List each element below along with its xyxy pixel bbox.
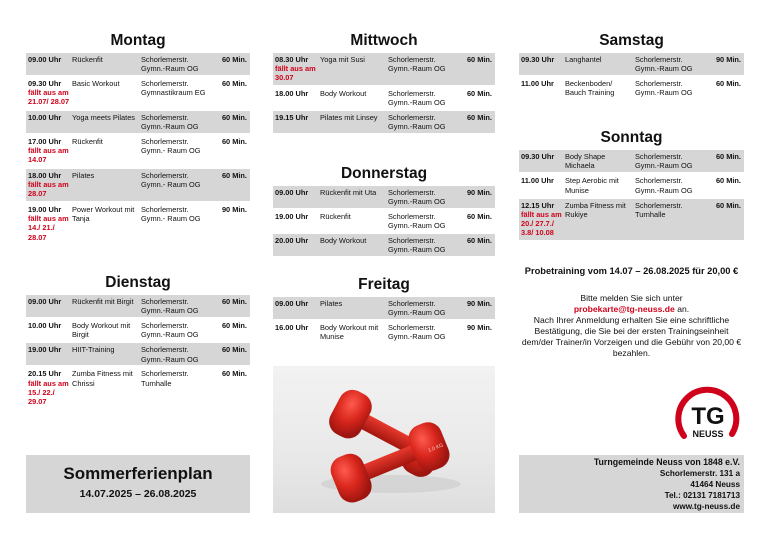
row-location-room: Gymn.-Raum OG <box>388 308 446 318</box>
row-time: 11.00 Uhr <box>521 176 554 186</box>
club-street: Schorlemerstr. 131 a <box>659 469 740 478</box>
schedule-freitag <box>273 297 495 343</box>
row-location-street: Schorlemerstr. <box>141 171 189 180</box>
row-location <box>141 297 221 315</box>
row-location-room: Gymn.-Raum OG <box>141 354 199 364</box>
schedule-donnerstag <box>273 186 495 256</box>
tg-neuss-logo <box>672 384 742 450</box>
trial-email-link[interactable]: probekarte@tg-neuss.de <box>573 304 675 314</box>
row-location-street: Schorlemerstr. <box>635 55 683 64</box>
row-location-room: Gymn.- Raum OG <box>141 214 201 224</box>
row-time-cell <box>275 113 317 122</box>
row-location-room: Gymn.-Raum OG <box>141 306 199 316</box>
row-location <box>141 137 221 155</box>
row-duration: 60 Min. <box>221 321 247 330</box>
row-course: Power Workout mit Tanja <box>72 205 135 224</box>
row-course: Body Workout mit Birgit <box>72 321 131 340</box>
schedule-row <box>26 135 250 167</box>
schedule-row <box>273 186 495 208</box>
row-location-room: Gymn.-Raum OG <box>635 161 693 171</box>
row-time: 18.00 Uhr <box>28 171 62 180</box>
day-title-montag: Montag <box>110 32 166 49</box>
row-location-room: Gymn.- Raum OG <box>141 180 201 190</box>
row-duration: 60 Min. <box>466 89 492 98</box>
dumbbell-weight-label: 1.0 KG <box>427 442 445 454</box>
summer-plan-title: Sommerferienplan <box>63 464 213 483</box>
schedule-row <box>519 77 744 99</box>
row-location <box>635 152 715 170</box>
row-duration: 60 Min. <box>221 171 247 180</box>
row-location-street: Schorlemerstr. <box>635 200 683 210</box>
row-location-room: Gymn.- Raum OG <box>141 146 201 156</box>
summer-plan-box <box>26 455 250 513</box>
schedule-row <box>519 174 744 196</box>
row-course: Rückenfit <box>72 137 103 146</box>
row-location-room: Gymn.-Raum OG <box>141 122 199 132</box>
row-time: 09.00 Uhr <box>275 299 309 308</box>
row-course: Basic Workout <box>72 79 120 88</box>
row-location-street: Schorlemerstr. <box>141 79 189 88</box>
row-location-street: Schorlemerstr. <box>388 236 436 245</box>
row-time: 09.30 Uhr <box>28 79 62 88</box>
row-location-street: Schorlemerstr. <box>141 321 189 330</box>
row-location-street: Schorlemerstr. <box>141 205 189 214</box>
row-time: 18.00 Uhr <box>275 89 309 98</box>
row-location-room: Gymn.-Raum OG <box>141 330 199 340</box>
row-time: 08.30 Uhr <box>275 55 309 64</box>
schedule-row <box>519 199 744 240</box>
row-time: 09.00 Uhr <box>28 55 62 64</box>
row-cancel-note: fällt aus am 30.07 <box>275 64 316 83</box>
row-time-cell <box>275 323 317 332</box>
schedule-row <box>26 53 250 75</box>
schedule-row <box>273 210 495 232</box>
row-time-cell <box>28 79 70 107</box>
row-course: Zumba Fitness mit Rukiye <box>565 200 626 220</box>
row-time: 09.00 Uhr <box>275 188 309 197</box>
row-duration: 90 Min. <box>221 205 247 214</box>
row-location-street: Schorlemerstr. <box>388 299 436 308</box>
row-course: Rückenfit mit Uta <box>320 188 377 197</box>
row-location-room: Gymn.-Raum OG <box>635 185 693 195</box>
row-course: Pilates <box>320 299 343 308</box>
row-duration: 60 Min. <box>221 345 247 355</box>
logo-tg-text: TG <box>691 403 725 430</box>
row-time-cell <box>28 205 70 242</box>
row-time: 19.00 Uhr <box>275 212 309 221</box>
row-time-cell <box>275 89 317 98</box>
row-time: 19.15 Uhr <box>275 113 309 122</box>
row-time-cell <box>275 55 317 83</box>
club-contact-box <box>519 455 744 513</box>
row-location <box>388 89 468 107</box>
row-course: Body Shape Michaela <box>565 152 606 171</box>
schedule-dienstag <box>26 295 250 408</box>
row-location <box>141 171 221 189</box>
day-title-freitag: Freitag <box>358 276 410 293</box>
row-course: Langhantel <box>565 55 602 64</box>
row-cancel-note: fällt aus am 15./ 22./ 29.07 <box>28 378 69 407</box>
row-time: 11.00 Uhr <box>521 79 554 88</box>
day-title-mittwoch: Mittwoch <box>350 32 418 49</box>
row-duration: 60 Min. <box>221 137 247 146</box>
schedule-row <box>26 111 250 133</box>
schedule-samstag <box>519 53 744 99</box>
row-location-street: Schorlemerstr. <box>635 152 683 161</box>
row-duration: 60 Min. <box>221 297 247 306</box>
row-time-cell <box>275 299 317 308</box>
row-location-room: Gymn.-Raum OG <box>388 221 446 231</box>
row-course: Body Workout mit Munise <box>320 323 379 342</box>
row-time-cell <box>521 152 563 161</box>
row-location-room: Gymn.-Raum OG <box>635 88 693 98</box>
row-location-room: Gymn.-Raum OG <box>388 332 446 342</box>
row-time-cell <box>521 176 563 185</box>
club-phone: Tel.: 02131 7181713 <box>664 491 740 500</box>
trial-training-title: Probetraining vom 14.07 – 26.08.2025 für 20,00 € <box>524 266 739 276</box>
row-cancel-note: fällt aus am 21.07/ 28.07 <box>28 88 70 107</box>
row-course: Body Workout <box>320 236 367 245</box>
schedule-row <box>26 295 250 317</box>
row-time: 10.00 Uhr <box>28 321 62 330</box>
row-location-room: Gymn.-Raum OG <box>388 122 446 132</box>
row-location <box>388 188 468 206</box>
row-duration: 60 Min. <box>221 79 247 88</box>
row-location <box>388 212 468 230</box>
schedule-row <box>273 321 495 343</box>
row-location <box>635 201 715 219</box>
trial-training-intro: Bitte melden Sie sich unter <box>580 293 683 303</box>
schedule-row <box>26 367 250 408</box>
row-duration: 60 Min. <box>715 79 741 88</box>
row-course: Body Workout <box>320 89 367 98</box>
row-cancel-note: fällt aus am 14.07 <box>28 146 69 165</box>
row-time: 19.00 Uhr <box>28 345 62 355</box>
row-duration: 60 Min. <box>466 55 492 64</box>
row-location <box>141 55 221 73</box>
schedule-row <box>273 87 495 109</box>
schedule-row <box>519 150 744 172</box>
row-location <box>635 176 715 194</box>
row-location-room: Turnhalle <box>635 210 666 220</box>
row-time: 10.00 Uhr <box>28 113 62 122</box>
row-time-cell <box>521 79 563 88</box>
row-duration: 90 Min. <box>715 55 741 64</box>
trial-training-details: Nach Ihrer Anmeldung erhalten Sie eine schriftliche Bestätigung, die Sie bei der ersten Trainingseinheit dem/der Trainer/in Vorzeigen und die Gebühr von 20,00 € bezahlen. <box>521 315 742 358</box>
trial-training-section <box>519 265 744 359</box>
schedule-sonntag <box>519 150 744 240</box>
row-duration: 60 Min. <box>221 55 247 64</box>
row-duration: 90 Min. <box>466 299 492 308</box>
row-time-cell <box>28 113 70 122</box>
row-location-street: Schorlemerstr. <box>141 297 189 306</box>
schedule-row <box>273 297 495 319</box>
club-website-link[interactable]: www.tg-neuss.de <box>672 502 740 511</box>
row-course: Rückenfit <box>320 212 351 221</box>
row-location-room: Gymn.-Raum OG <box>388 64 446 74</box>
row-cancel-note: fällt aus am 20./ 27.7./ 3.8/ 10.08 <box>521 210 562 238</box>
row-cancel-note: fällt aus am 28.07 <box>28 180 69 199</box>
row-location <box>388 299 468 317</box>
day-title-dienstag: Dienstag <box>105 274 171 291</box>
row-time-cell <box>28 171 70 199</box>
summer-plan-dates: 14.07.2025 – 26.08.2025 <box>79 488 197 500</box>
row-time-cell <box>275 236 317 245</box>
row-location-street: Schorlemerstr. <box>388 55 436 64</box>
row-time: 09.30 Uhr <box>521 152 555 161</box>
row-time-cell <box>275 212 317 221</box>
trial-training-text <box>519 293 744 359</box>
trial-training-an: an. <box>674 304 690 314</box>
row-location-street: Schorlemerstr. <box>141 113 189 122</box>
row-time: 09.30 Uhr <box>521 55 555 64</box>
row-time: 09.00 Uhr <box>28 297 62 306</box>
row-course: Rückenfit mit Birgit <box>72 297 134 306</box>
row-course: Step Aerobic mit Munise <box>565 176 619 195</box>
row-location-room: Gymn.-Raum OG <box>388 98 446 108</box>
schedule-row <box>26 169 250 201</box>
row-location-room: Gymn.-Raum OG <box>635 64 693 74</box>
row-location-room: Gymnastikraum EG <box>141 88 206 98</box>
tg-logo-icon <box>672 384 742 450</box>
row-time: 20.15 Uhr <box>28 369 62 379</box>
row-duration: 60 Min. <box>715 200 741 210</box>
row-duration: 90 Min. <box>466 188 492 197</box>
schedule-mittwoch <box>273 53 495 133</box>
row-time-cell <box>28 55 70 64</box>
row-location <box>388 55 468 73</box>
schedule-row <box>273 234 495 256</box>
row-course: Yoga mit Susi <box>320 55 365 64</box>
schedule-row <box>26 203 250 244</box>
row-location <box>141 113 221 131</box>
row-location <box>141 345 221 363</box>
row-course: Beckenboden/ Bauch Training <box>565 79 615 98</box>
row-location-street: Schorlemerstr. <box>388 188 436 197</box>
row-duration: 90 Min. <box>466 323 492 332</box>
row-course: Rückenfit <box>72 55 103 64</box>
row-location <box>141 205 221 223</box>
row-location-street: Schorlemerstr. <box>141 55 189 64</box>
row-location <box>388 236 468 254</box>
club-city: 41464 Neuss <box>690 480 740 489</box>
club-name: Turngemeinde Neuss von 1848 e.V. <box>593 457 740 467</box>
row-time: 17.00 Uhr <box>28 137 62 146</box>
row-time-cell <box>28 321 70 330</box>
row-location-room: Gymn.-Raum OG <box>388 197 446 207</box>
day-title-donnerstag: Donnerstag <box>340 165 428 182</box>
row-location-street: Schorlemerstr. <box>141 369 189 379</box>
row-location-street: Schorlemerstr. <box>388 212 436 221</box>
row-time: 19.00 Uhr <box>28 205 62 214</box>
row-location <box>141 321 221 339</box>
day-title-samstag: Samstag <box>599 32 664 49</box>
row-time-cell <box>28 297 70 306</box>
row-duration: 60 Min. <box>221 113 247 122</box>
row-time-cell <box>28 345 70 354</box>
dumbbells-photo <box>273 366 495 513</box>
row-location-street: Schorlemerstr. <box>635 176 683 186</box>
row-location-street: Schorlemerstr. <box>141 345 189 355</box>
row-location <box>635 79 715 97</box>
row-location <box>635 55 715 73</box>
logo-neuss-text: NEUSS <box>692 429 724 439</box>
row-location <box>388 323 468 341</box>
row-location-street: Schorlemerstr. <box>388 89 436 98</box>
row-duration: 60 Min. <box>221 369 247 379</box>
dumbbells-image <box>273 366 495 513</box>
schedule-row <box>519 53 744 75</box>
row-location <box>388 113 468 131</box>
row-location-street: Schorlemerstr. <box>388 113 436 122</box>
row-location-street: Schorlemerstr. <box>635 79 683 88</box>
row-duration: 60 Min. <box>466 236 492 245</box>
row-course: Pilates <box>72 171 95 180</box>
schedule-row <box>26 77 250 109</box>
row-location-room: Gymn.-Raum OG <box>388 245 446 255</box>
row-location-street: Schorlemerstr. <box>141 137 189 146</box>
schedule-row <box>273 111 495 133</box>
row-duration: 60 Min. <box>715 176 741 186</box>
row-time-cell <box>275 188 317 197</box>
row-time-cell <box>28 137 70 165</box>
row-time: 16.00 Uhr <box>275 323 309 332</box>
row-course: Yoga meets Pilates <box>72 113 135 122</box>
row-course: Pilates mit Linsey <box>320 113 378 122</box>
schedule-row <box>273 53 495 85</box>
row-location-room: Turnhalle <box>141 378 172 388</box>
row-time-cell <box>28 369 70 406</box>
row-location <box>141 79 221 97</box>
row-duration: 60 Min. <box>466 212 492 221</box>
row-time: 12.15 Uhr <box>521 200 555 210</box>
schedule-row <box>26 343 250 365</box>
row-duration: 60 Min. <box>715 152 741 161</box>
row-cancel-note: fällt aus am 14./ 21./ 28.07 <box>28 214 69 242</box>
schedule-montag <box>26 53 250 244</box>
row-location <box>141 369 221 387</box>
row-location-street: Schorlemerstr. <box>388 323 436 332</box>
row-course: HIIT-Training <box>72 345 115 355</box>
row-time-cell <box>521 201 563 238</box>
row-time: 20.00 Uhr <box>275 236 309 245</box>
day-title-sonntag: Sonntag <box>600 129 663 146</box>
row-duration: 60 Min. <box>466 113 492 122</box>
row-time-cell <box>521 55 563 64</box>
row-course: Zumba Fitness mit Chrissi <box>72 369 133 388</box>
schedule-row <box>26 319 250 341</box>
row-location-room: Gymn.-Raum OG <box>141 64 199 74</box>
